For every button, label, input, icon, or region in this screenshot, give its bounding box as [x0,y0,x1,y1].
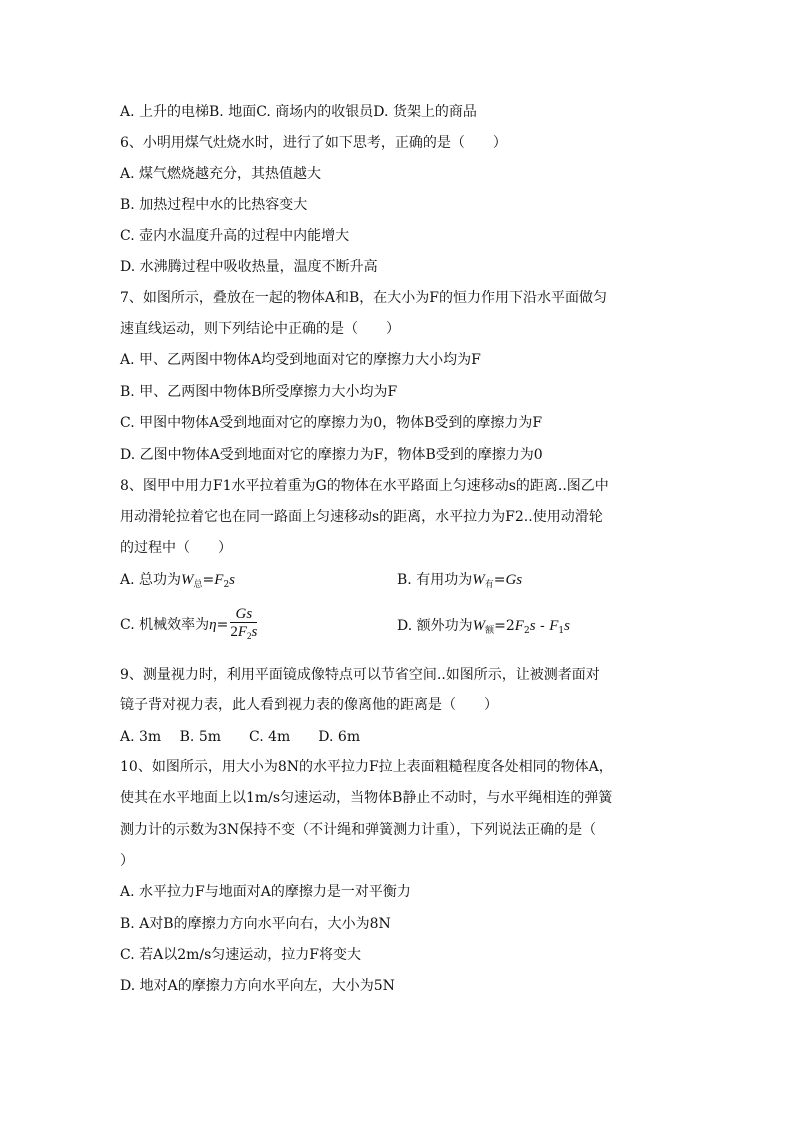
question-8-cont: 用动滑轮拉着它也在同一路面上匀速移动s的距离，水平拉力为F2..使用动滑轮 [120,509,603,525]
q7-option-d: D. 乙图中物体A受到地面对它的摩擦力为F，物体B受到的摩擦力为0 [120,447,543,463]
question-6: 6、小明用煤气灶烧水时，进行了如下思考，正确的是（ ） [120,135,507,151]
q7-option-b: B. 甲、乙两图中物体B所受摩擦力大小均为F [120,384,398,400]
q6-option-c: C. 壶内水温度升高的过程中内能增大 [120,228,350,244]
q10-option-d: D. 地对A的摩擦力方向水平向左，大小为5N [120,978,395,994]
q8-option-d: D. 额外功为$W_额=2F_2s - F_1s$ [397,618,570,636]
q10-option-c: C. 若A以2m/s匀速运动，拉力F将变大 [120,947,362,963]
question-10-cont2: 测力计的示数为3N保持不变（不计绳和弹簧测力计重），下列说法正确的是（ [120,822,597,838]
q8-option-b: B. 有用功为$W_有=Gs$ [397,572,523,590]
q8-option-c: C. 机械效率为η= $\frac{Gs}{2F_2s}$ [120,605,259,645]
question-8-cont2: 的过程中（ ） [120,540,232,556]
q9-options: A. 3m B. 5m C. 4m D. 6m [120,729,361,745]
question-9: 9、测量视力时，利用平面镜成像特点可以节省空间..如图所示，让被测者面对 [120,667,600,683]
q6-option-b: B. 加热过程中水的比热容变大 [120,197,308,213]
q10-option-a: A. 水平拉力F与地面对A的摩擦力是一对平衡力 [120,884,411,900]
q5-options: A. 上升的电梯B. 地面C. 商场内的收银员D. 货架上的商品 [120,104,477,120]
q8-option-a: A. 总功为$W_总=F_2s$ [120,572,236,590]
q7-option-a: A. 甲、乙两图中物体A均受到地面对它的摩擦力大小均为F [120,352,481,368]
q6-option-a: A. 煤气燃烧越充分，其热值越大 [120,166,322,182]
question-7-cont: 速直线运动，则下列结论中正确的是（ ） [120,321,400,337]
question-10-cont3: ） [120,853,134,869]
question-8: 8、图甲中用力F1水平拉着重为G的物体在水平路面上匀速移动s的距离..图乙中 [120,478,609,494]
question-10: 10、如图所示，用大小为8N的水平拉力F拉上表面粗糙程度各处相同的物体A， [120,759,613,775]
q7-option-c: C. 甲图中物体A受到地面对它的摩擦力为0，物体B受到的摩擦力为F [120,415,543,431]
question-10-cont: 使其在水平地面上以1m/s匀速运动，当物体B静止不动时，与水平绳相连的弹簧 [120,790,613,806]
q6-option-d: D. 水沸腾过程中吸收热量，温度不断升高 [120,259,378,275]
question-7: 7、如图所示，叠放在一起的物体A和B，在大小为F的恒力作用下沿水平面做匀 [120,290,608,306]
efficiency-fraction: $\frac{Gs}{2F_2s}$ [230,605,258,641]
question-9-cont: 镜子背对视力表，此人看到视力表的像离他的距离是（ ） [120,697,498,713]
q10-option-b: B. A对B的摩擦力方向水平向右，大小为8N [120,916,391,932]
